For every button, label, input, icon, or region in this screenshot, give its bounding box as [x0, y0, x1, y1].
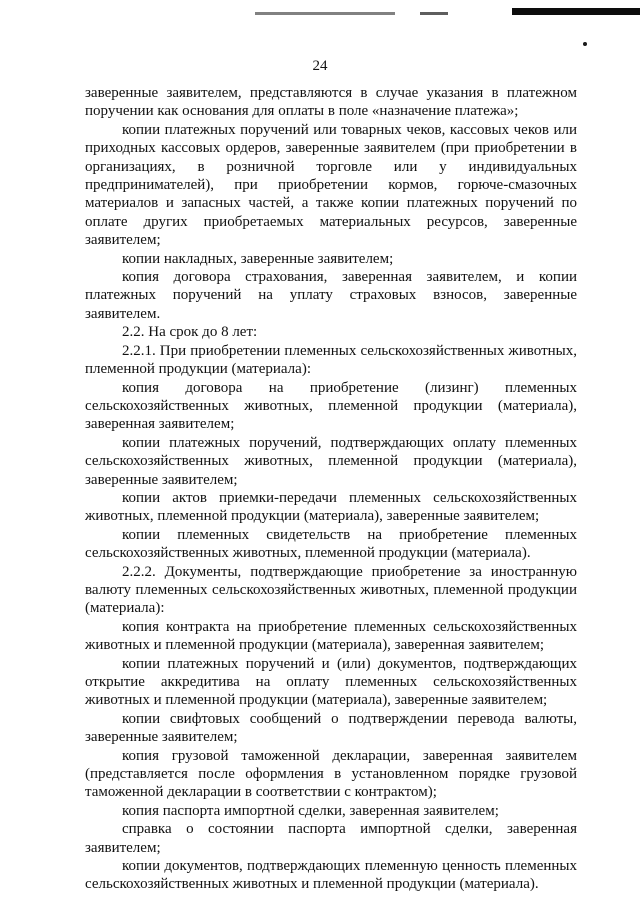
paragraph: копия договора на приобретение (лизинг) племенных сельскохозяйственных животных, племенной продукции (материала), заверенная заявителем; — [85, 379, 577, 433]
paragraph: копия контракта на приобретение племенных сельскохозяйственных животных и племенной продукции (материала), заверенная заявителем; — [85, 618, 577, 654]
paragraph: копии платежных поручений и (или) документов, подтверждающих открытие аккредитива на оплату племенных сельскохозяйственных животных и племенной продукции (материала), заверенные заявителем; — [85, 655, 577, 709]
paragraph: копии актов приемки-передачи племенных сельскохозяйственных животных, племенной продукции (материала), заверенные заявителем; — [85, 489, 577, 525]
paragraph-continuation: заверенные заявителем, представляются в случае указания в платежном поручении как основания для оплаты в поле «назначение платежа»; — [85, 85, 577, 120]
document-body — [85, 84, 577, 894]
paragraph: копия грузовой таможенной декларации, заверенная заявителем (представляется после оформления в установленном порядке грузовой таможенной декларации в соответствии с контрактом); — [85, 747, 577, 801]
paragraph: копия паспорта импортной сделки, заверенная заявителем; — [122, 802, 499, 819]
subsection-2-2-2: 2.2.2. Документы, подтверждающие приобретение за иностранную валюту племенных сельскохозяйственных животных, племенной продукции (материала): — [85, 563, 577, 617]
paragraph: копия договора страхования, заверенная заявителем, и копии платежных поручений на уплату страховых взносов, заверенные заявителем. — [85, 269, 577, 322]
subsection-2-2-1: 2.2.1. При приобретении племенных сельскохозяйственных животных, племенной продукции (материала): — [85, 342, 577, 378]
paragraph: копии племенных свидетельств на приобретение племенных сельскохозяйственных животных, племенной продукции (материала). — [85, 526, 577, 562]
section-heading-2-2: 2.2. На срок до 8 лет: — [122, 324, 258, 341]
paragraph: копии документов, подтверждающих племенную ценность племенных сельскохозяйственных животных и племенной продукции (материала). — [85, 858, 577, 893]
scan-artifact-top-left — [255, 12, 395, 15]
paragraph: копии накладных, заверенные заявителем; — [122, 250, 394, 267]
paragraph: копии платежных поручений, подтверждающих оплату племенных сельскохозяйственных животных, племенной продукции (материала), заверенные заявителем; — [85, 434, 577, 488]
scan-artifact-dot — [583, 42, 587, 46]
scan-artifact-top-right — [512, 8, 640, 15]
paragraph: копии платежных поручений или товарных чеков, кассовых чеков или приходных кассовых ордеров, заверенные заявителем (при приобретении в организациях, в розничной торговле или у индивидуальных предпринимателей), при приобретении кормов, горюче-смазочных материалов и запасных частей, а также копии платежных поручений по оплате других приобретаемых материальных ресурсов, заверенные заявителем; — [85, 121, 577, 249]
paragraph: справка о состоянии паспорта импортной сделки, заверенная заявителем; — [85, 821, 577, 856]
paragraph: копии свифтовых сообщений о подтверждении перевода валюты, заверенные заявителем; — [85, 710, 577, 746]
scan-artifact-top-middle — [420, 12, 448, 15]
page-number: 24 — [312, 58, 328, 74]
